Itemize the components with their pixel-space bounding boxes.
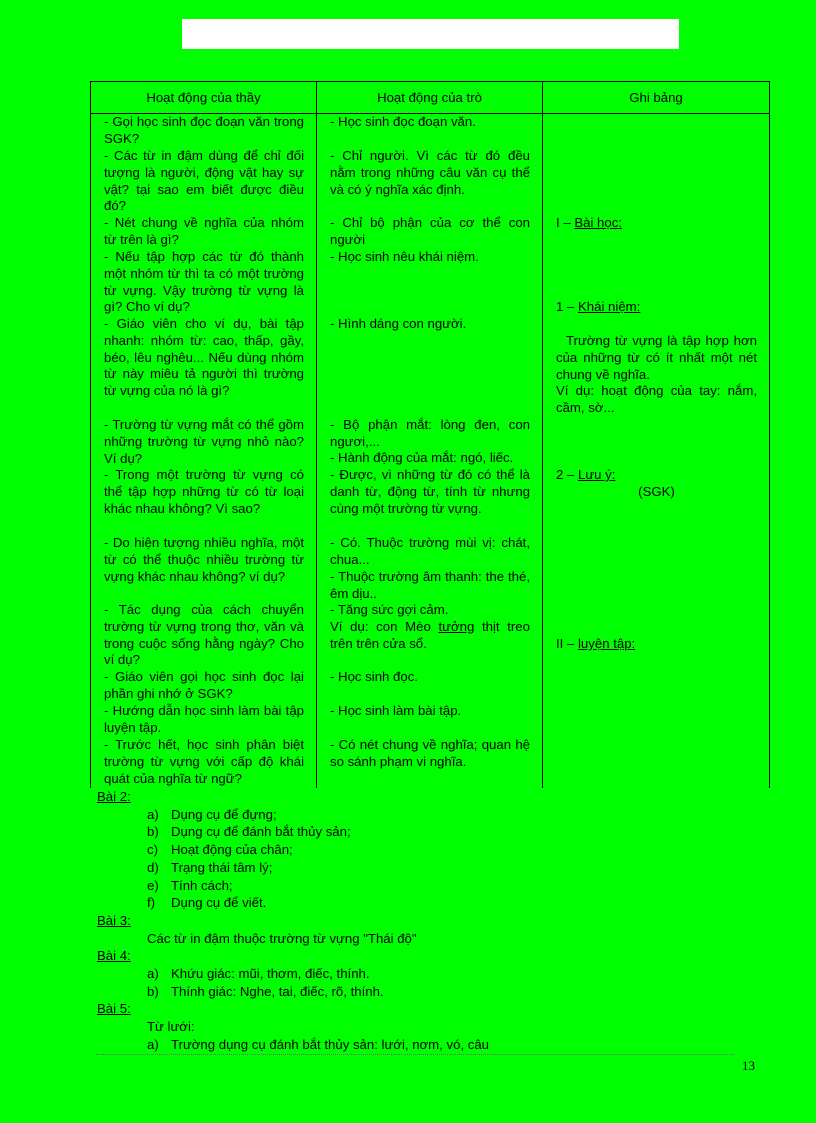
- teacher-item: - Tác dụng của cách chuyển trường từ vựng trong thơ, văn và trong cuộc sống hằng ngày? Cho ví dụ?: [104, 602, 304, 668]
- board-practice-prefix: II –: [556, 636, 578, 651]
- student-item: - Bộ phận mắt: lòng đen, con ngươi,...: [330, 417, 530, 449]
- item-label: d): [147, 859, 159, 875]
- teacher-item: - Nét chung về nghĩa của nhóm từ trên là gì?: [104, 215, 304, 247]
- teacher-column: [91, 114, 317, 789]
- board-concept-text: Trường từ vựng là tập hợp hơn của những từ có ít nhất một nét chung về nghĩa.: [556, 333, 757, 382]
- teacher-item: - Trước hết, học sinh phân biệt trường từ vựng với cấp độ khái quát của nghĩa từ ngữ?: [104, 737, 304, 786]
- student-column: [317, 114, 543, 789]
- item-label: e): [147, 877, 159, 893]
- teacher-item: - Hướng dẫn học sinh làm bài tập luyện tập.: [104, 703, 304, 735]
- student-item: - Học sinh nêu khái niệm.: [330, 249, 479, 264]
- table-body-row: [91, 114, 770, 789]
- item-label: f): [147, 895, 156, 911]
- student-item: - Tăng sức gợi cảm.: [330, 602, 449, 617]
- board-lesson-label: Bài học:: [574, 215, 622, 230]
- board-note-prefix: 2 –: [556, 467, 578, 482]
- bai3-title: Bài 3:: [97, 912, 131, 928]
- bai2-title: Bài 2:: [97, 789, 131, 804]
- teacher-item: - Các từ in đậm dùng để chỉ đối tượng là người, động vật hay sự vật? tại sao em biết được điều đó?: [104, 148, 304, 214]
- student-item: - Thuộc trường âm thanh: the thé, êm dịu..: [330, 569, 530, 601]
- teacher-item: - Giáo viên cho ví dụ, bài tập nhanh: nhóm từ: cao, thấp, gầy, béo, lêu nghêu... Nếu dùng nhóm từ này miêu tả người thì trường từ vựng của nó là gì?: [104, 316, 304, 399]
- table-header-row: [91, 82, 770, 114]
- item-label: a): [147, 806, 159, 822]
- board-concept-heading: [556, 299, 757, 316]
- student-item: - Có nét chung về nghĩa; quan hệ so sánh phạm vi nghĩa.: [330, 737, 530, 769]
- student-item: - Hình dáng con người.: [330, 316, 467, 331]
- exercises-section: [97, 788, 657, 1054]
- item-label: c): [147, 842, 158, 858]
- bai2-item: [97, 841, 657, 859]
- board-note-ref: (SGK): [638, 484, 675, 499]
- student-item: - Chỉ người. Vì các từ đó đều nằm trong những câu văn cụ thể và có ý nghĩa xác định.: [330, 148, 530, 197]
- bai2-item: [97, 894, 657, 912]
- teacher-item: - Trường từ vựng mắt có thể gồm những trường từ vựng nhỏ nào? Ví dụ?: [104, 417, 304, 466]
- bai5-item: [97, 1036, 657, 1054]
- board-note-label: Lưu ý:: [578, 467, 616, 482]
- board-concept-prefix: 1 –: [556, 299, 578, 314]
- student-item: - Chỉ bộ phận của cơ thể con người: [330, 215, 530, 247]
- student-item: - Học sinh đọc.: [330, 669, 418, 684]
- bai2-item: [97, 877, 657, 895]
- item-text: Tính cách;: [171, 877, 233, 893]
- bai5-title: Bài 5:: [97, 1001, 131, 1017]
- bai4-item: [97, 983, 657, 1001]
- student-item: [330, 619, 530, 653]
- item-text: Thính giác: Nghe, tai, điếc, rõ, thính.: [171, 983, 384, 999]
- example-suffix: thịt treo trên trên cửa sổ.: [330, 619, 530, 651]
- item-text: Trạng thái tâm lý;: [171, 859, 273, 875]
- item-text: Dụng cụ để viết.: [171, 895, 267, 911]
- teacher-item: - Trong một trường từ vựng có thể tập hợp những từ có từ loại khác nhau không? Vì sao?: [104, 467, 304, 516]
- student-item: - Học sinh đọc đoạn văn.: [330, 114, 476, 129]
- student-item: - Học sinh làm bài tập.: [330, 703, 462, 718]
- board-lesson-prefix: I –: [556, 215, 575, 230]
- bai4-title: Bài 4:: [97, 948, 131, 964]
- header-teacher: Hoạt động của thầy: [91, 82, 317, 114]
- item-text: Trường dụng cụ đánh bắt thủy sản: lưới, nơm, vó, câu: [171, 1036, 490, 1052]
- teacher-item: - Gọi học sinh đọc đoạn văn trong SGK?: [104, 114, 304, 146]
- lesson-table: [90, 81, 770, 788]
- student-item: - Hành động của mắt: ngó, liếc.: [330, 450, 514, 465]
- bai2-item: [97, 823, 657, 841]
- item-text: Khứu giác: mũi, thơm, điếc, thính.: [171, 966, 370, 982]
- board-practice-heading: [556, 636, 757, 653]
- underlined-word: tưởng: [438, 619, 475, 634]
- board-note-heading: [556, 467, 757, 484]
- board-concept-label: Khái niệm:: [578, 299, 641, 314]
- board-practice-label: luyện tập:: [578, 636, 636, 651]
- item-text: Hoạt động của chân;: [171, 842, 293, 858]
- board-lesson-heading: [556, 215, 757, 232]
- bai5-intro: Từ lưới:: [147, 1019, 195, 1035]
- teacher-item: - Giáo viên gọi học sinh đọc lại phần ghi nhớ ở SGK?: [104, 669, 304, 701]
- header-student: Hoạt động của trò: [317, 82, 543, 114]
- teacher-item: - Nếu tập hợp các từ đó thành một nhóm từ thì ta có một trường từ vựng. Vậy trường từ vựng là gì? Cho ví dụ?: [104, 249, 304, 315]
- page-number: 13: [742, 1058, 755, 1073]
- teacher-item: - Do hiện tượng nhiều nghĩa, một từ có thể thuộc nhiều trường từ vựng khác nhau không? ví dụ?: [104, 535, 304, 584]
- item-label: b): [147, 983, 159, 999]
- student-item: - Có. Thuộc trường mùi vị: chát, chua...: [330, 535, 530, 567]
- bai2-item: [97, 859, 657, 877]
- bai2-item: [97, 806, 657, 824]
- bai4-item: [97, 965, 657, 983]
- student-item: - Được, vì những từ đó có thể là danh từ, động từ, tính từ nhưng cùng một trường từ vựng.: [330, 467, 530, 516]
- header-board: Ghi bảng: [543, 82, 770, 114]
- item-label: b): [147, 824, 159, 840]
- item-label: a): [147, 1036, 159, 1052]
- item-text: Dụng cụ để đánh bắt thủy sản;: [171, 824, 351, 840]
- bai3-text: Các từ in đậm thuộc trường từ vựng "Thái độ": [147, 930, 417, 946]
- example-prefix: Ví dụ: con Mèo: [330, 619, 439, 634]
- board-example: Ví dụ: hoạt động của tay: nắm, cầm, sờ...: [556, 383, 757, 415]
- footer-divider: [96, 1054, 734, 1055]
- header-box: [182, 19, 679, 49]
- board-column: [543, 114, 770, 789]
- item-text: Dụng cụ để đựng;: [171, 806, 277, 822]
- item-label: a): [147, 966, 159, 982]
